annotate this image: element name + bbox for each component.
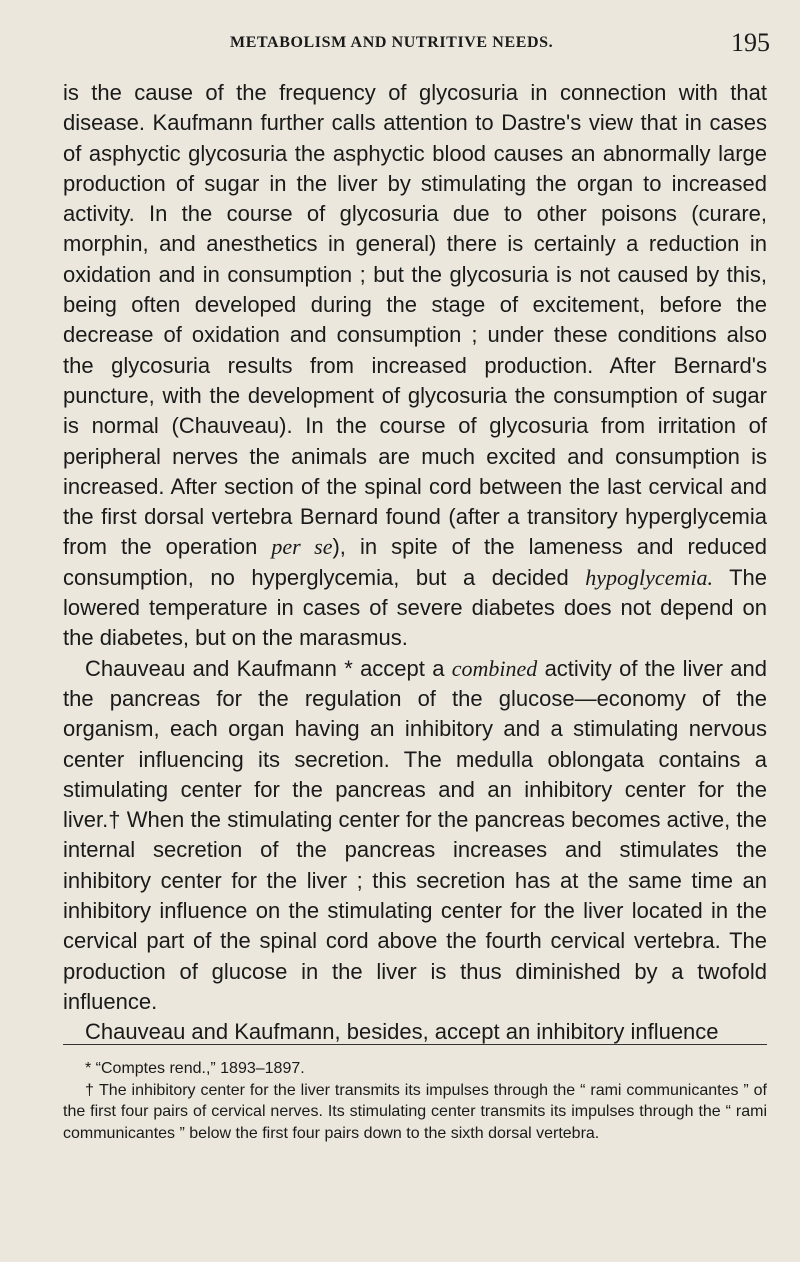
footnotes <box>63 1058 767 1144</box>
paragraph-2 <box>63 654 767 1018</box>
text-run: activity of the liver and the pancreas for the regulation of the glucose—economy of the organism, each organ having an inhibitory and a stimulating nervous center influencing its secretion. The medulla oblongata contains a stimulating center for the pancreas and an inhibitory center for the liver.† When the stimulating center for the pancreas becomes active, the internal secretion of the pancreas increases and stimulates the inhibitory center for the liver ; this secretion has at the same time an inhibitory influence on the stimulating center for the liver located in the cervical part of the spinal cord above the fourth cervical vertebra. The production of glucose in the liver is thus diminished by a twofold influence. <box>63 655 767 1014</box>
italic-run: per se <box>271 534 333 560</box>
italic-run: hypoglycemia. <box>585 564 713 590</box>
text-run: The lowered temperature in cases of severe diabetes does not depend on the diabetes, but on the marasmus. <box>63 564 767 651</box>
paragraph-1 <box>63 78 767 654</box>
text-run: Chauveau and Kaufmann, besides, accept an inhibitory influence <box>85 1019 719 1045</box>
text-run: is the cause of the frequency of glycosuria in connection with that disease. Kaufmann further calls attention to Dastre's view that in cases of asphyctic glycosuria the asphyctic blood causes an abnormally large production of sugar in the liver by stimulating the organ to increased activity. In the course of glycosuria due to other poisons (curare, morphin, and anesthetics in general) there is certainly a reduction in oxidation and in consumption ; but the glycosuria is not caused by this, being often developed during the stage of excitement, before the decrease of oxidation and consumption ; under these conditions also the glycosuria results from increased production. After Bernard's puncture, with the development of glycosuria the consumption of sugar is normal (Chauveau). In the course of glycosuria from irritation of peripheral nerves the animals are much excited and consumption is increased. After section of the spinal cord between the last cervical and the first dorsal vertebra Bernard found (after a transitory hyperglycemia from the operation <box>63 80 767 560</box>
page-header <box>60 30 770 70</box>
footnote-rule <box>63 1044 767 1045</box>
text-run: Chauveau and Kaufmann * accept a <box>85 655 452 681</box>
footnote-2: † The inhibitory center for the liver transmits its impulses through the “ rami communicantes ” of the first four pairs of cervical nerves. Its stimulating center transmits its impulses through the “ rami communicantes ” below the first four pairs down to the sixth dorsal vertebra. <box>63 1081 767 1142</box>
text-run: ), in spite of the lameness and reduced consumption, no hyperglycemia, but a decided <box>63 534 767 590</box>
running-head: METABOLISM AND NUTRITIVE NEEDS. <box>230 34 554 51</box>
italic-run: combined <box>451 655 538 681</box>
body-text <box>63 78 767 1048</box>
page-number: 195 <box>731 28 770 57</box>
paragraph-3 <box>63 1017 767 1047</box>
footnote-1: * “Comptes rend.,” 1893–1897. <box>85 1060 305 1077</box>
